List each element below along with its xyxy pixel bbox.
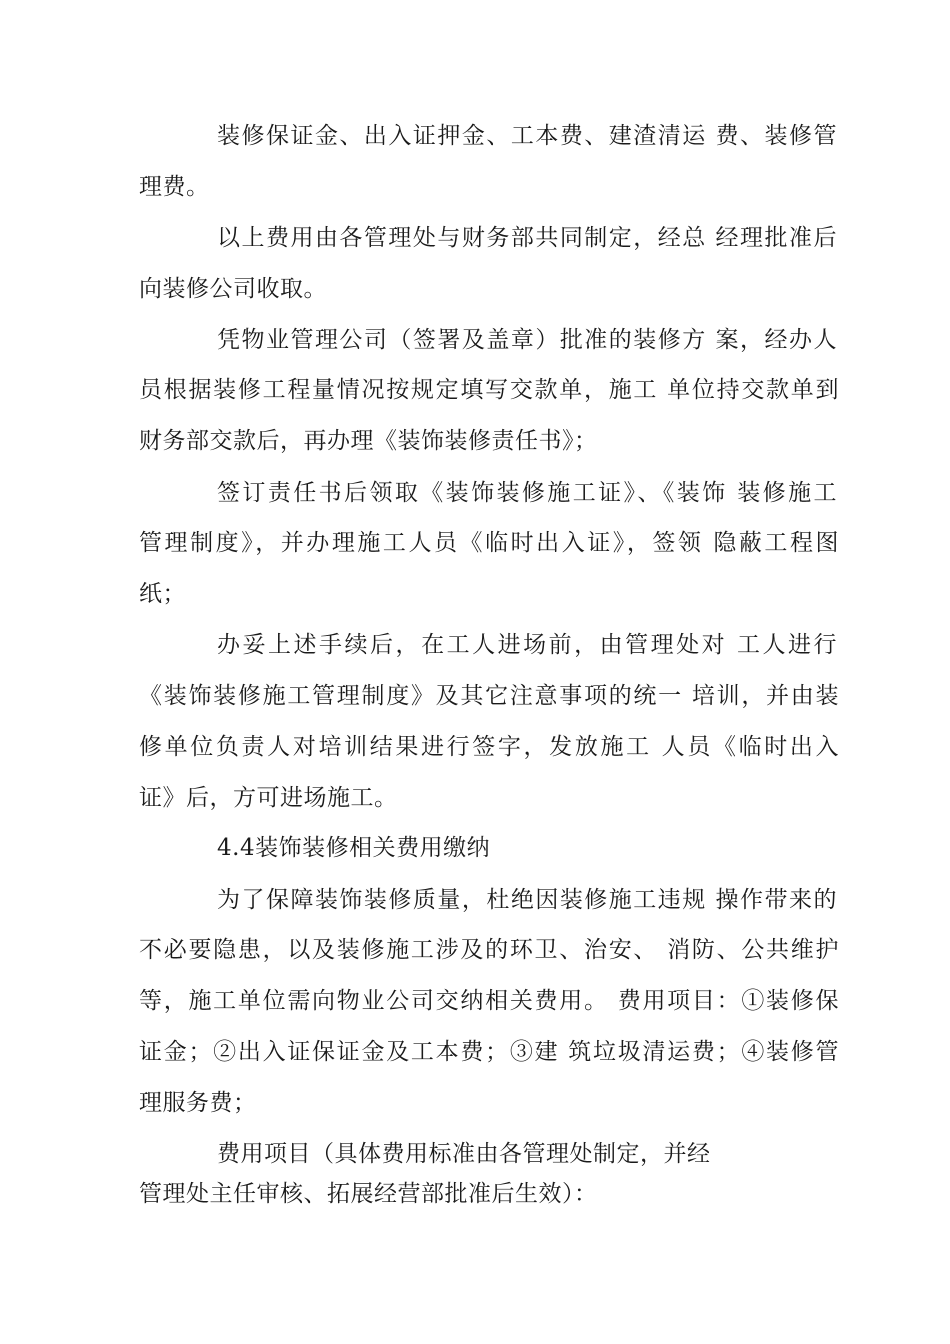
paragraph-line: 管理制度》，并办理施工人员《临时出入证》，签领 隐蔽工程图	[139, 530, 839, 556]
paragraph-line: 员根据装修工程量情况按规定填写交款单，施工 单位持交款单到	[139, 377, 839, 403]
paragraph-line: 证金；②出入证保证金及工本费；③建 筑垃圾清运费；④装修管	[139, 1039, 839, 1065]
paragraph-line: 《装饰装修施工管理制度》及其它注意事项的统一 培训，并由装	[139, 683, 839, 709]
paragraph-line: 纸；	[139, 581, 186, 607]
paragraph-line: 修单位负责人对培训结果进行签字，发放施工 人员《临时出入	[139, 734, 839, 760]
paragraph-line: 凭物业管理公司（签署及盖章）批准的装修方 案，经办人	[217, 327, 837, 353]
paragraph-line: 办妥上述手续后，在工人进场前，由管理处对 工人进行	[217, 632, 837, 658]
paragraph-line: 理服务费；	[139, 1090, 257, 1116]
paragraph-line: 签订责任书后领取《装饰装修施工证》、《装饰 装修施工	[217, 480, 837, 506]
paragraph-line: 向装修公司收取。	[139, 276, 327, 302]
paragraph-line: 装修保证金、出入证押金、工本费、建渣清运 费、装修管	[217, 123, 837, 149]
paragraph-line: 等，施工单位需向物业公司交纳相关费用。 费用项目：①装修保	[139, 988, 839, 1014]
paragraph-line: 管理处主任审核、拓展经营部批准后生效）：	[139, 1181, 598, 1207]
paragraph-line: 费用项目（具体费用标准由各管理处制定，并经	[217, 1141, 711, 1167]
paragraph-line: 以上费用由各管理处与财务部共同制定，经总 经理批准后	[217, 225, 837, 251]
paragraph-line: 不必要隐患，以及装修施工涉及的环卫、治安、 消防、公共维护	[139, 937, 839, 963]
paragraph-line: 理费。	[139, 174, 210, 200]
paragraph-line: 证》后，方可进场施工。	[139, 785, 398, 811]
paragraph-line: 为了保障装饰装修质量，杜绝因装修施工违规 操作带来的	[217, 887, 837, 913]
paragraph-line: 财务部交款后，再办理《装饰装修责任书》；	[139, 428, 598, 454]
section-heading: 4.4装饰装修相关费用缴纳	[217, 835, 491, 861]
